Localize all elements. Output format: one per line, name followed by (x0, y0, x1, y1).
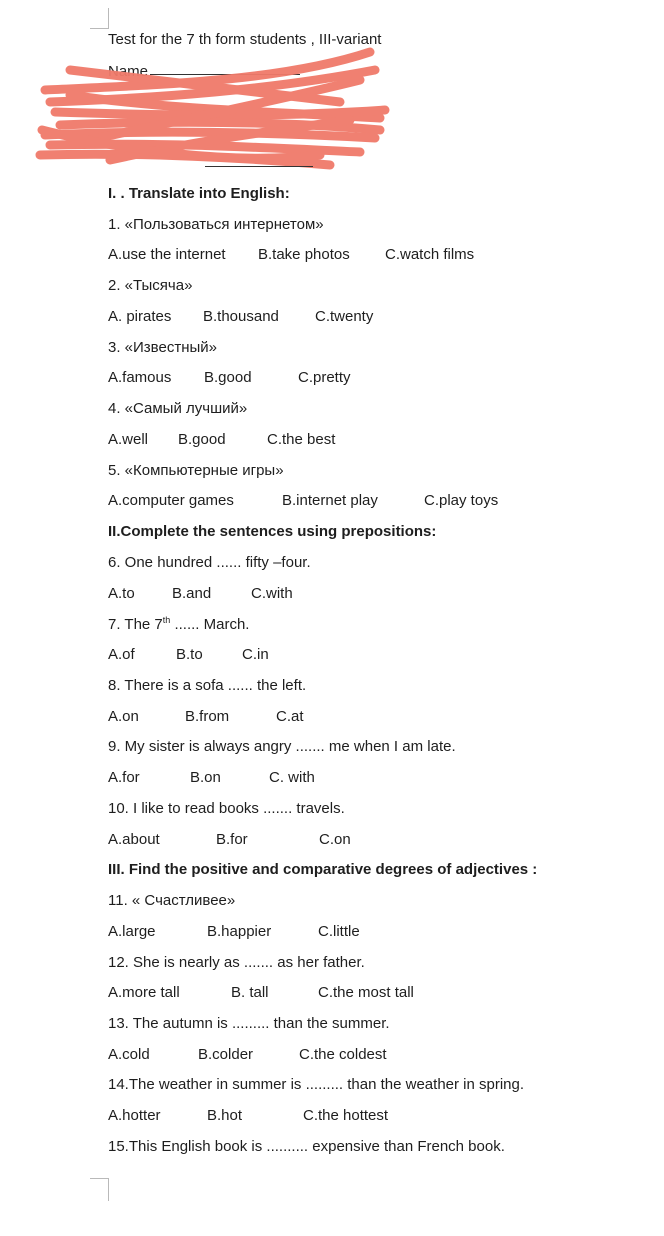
option-b[interactable]: B.and (172, 585, 212, 602)
option-a[interactable]: A.famous (108, 369, 172, 386)
option-c[interactable]: C.the coldest (299, 1046, 387, 1063)
option-b[interactable]: B.from (185, 708, 230, 725)
page-corner-mark-bottom (90, 1178, 109, 1201)
option-b[interactable]: B.to (176, 646, 203, 663)
question-15: 15.This English book is .......... expensive than French book. (108, 1138, 505, 1155)
name-underline-lower (205, 166, 313, 167)
option-c[interactable]: C.the best (267, 431, 336, 448)
option-c[interactable]: C.watch films (385, 246, 475, 263)
question-1: 1. «Пользоваться интернетом» (108, 216, 324, 233)
option-b[interactable]: B.good (178, 431, 226, 448)
redaction-scribble (30, 40, 400, 180)
option-c[interactable]: C.little (318, 923, 360, 940)
option-c[interactable]: C.with (251, 585, 293, 602)
option-a[interactable]: A.about (108, 831, 160, 848)
section-3-heading: III. Find the positive and comparative degrees of adjectives : (108, 861, 538, 878)
option-b[interactable]: B.good (204, 369, 252, 386)
option-c[interactable]: C.twenty (315, 308, 374, 325)
option-a[interactable]: A.of (108, 646, 135, 663)
section-2-heading: II.Complete the sentences using prepositions: (108, 523, 437, 540)
option-a[interactable]: A.well (108, 431, 149, 448)
question-5: 5. «Компьютерные игры» (108, 462, 284, 479)
page-corner-mark (90, 8, 109, 29)
option-a[interactable]: A.large (108, 923, 156, 940)
option-c[interactable]: C.on (319, 831, 351, 848)
option-b[interactable]: B.happier (207, 923, 272, 940)
question-3: 3. «Известный» (108, 339, 217, 356)
option-a[interactable]: A.hotter (108, 1107, 161, 1124)
question-2: 2. «Тысяча» (108, 277, 193, 294)
option-a[interactable]: A.more tall (108, 984, 180, 1001)
option-b[interactable]: B.colder (198, 1046, 254, 1063)
option-a[interactable]: A.to (108, 585, 135, 602)
option-b[interactable]: B.for (216, 831, 248, 848)
option-c[interactable]: C.the hottest (303, 1107, 389, 1124)
name-label: Name (108, 63, 149, 80)
question-7-end: ...... March. (170, 616, 250, 633)
option-b[interactable]: B.hot (207, 1107, 243, 1124)
question-4: 4. «Самый лучший» (108, 400, 248, 417)
option-a[interactable]: A. pirates (108, 308, 172, 325)
option-a[interactable]: A.use the internet (108, 246, 226, 263)
option-a[interactable]: A.for (108, 769, 140, 786)
question-12: 12. She is nearly as ....... as her father. (108, 954, 365, 971)
question-13: 13. The autumn is ......... than the summer. (108, 1015, 390, 1032)
option-b[interactable]: B. tall (231, 984, 269, 1001)
option-a[interactable]: A.cold (108, 1046, 150, 1063)
question-8: 8. There is a sofa ...... the left. (108, 677, 307, 694)
ordinal-suffix: th (162, 615, 171, 625)
option-a[interactable]: A.on (108, 708, 139, 725)
question-7-start: 7. The 7 (108, 616, 163, 633)
option-c[interactable]: C.play toys (424, 492, 499, 509)
test-title: Test for the 7 th form students , III-variant (108, 31, 382, 48)
option-c[interactable]: C.pretty (298, 369, 351, 386)
option-c[interactable]: C.in (242, 646, 269, 663)
option-c[interactable]: C.at (276, 708, 304, 725)
question-9: 9. My sister is always angry ....... me when I am late. (108, 738, 456, 755)
question-14: 14.The weather in summer is ......... than the weather in spring. (108, 1076, 525, 1093)
question-7 (108, 615, 249, 635)
question-11: 11. « Счастливее» (108, 892, 236, 909)
option-b[interactable]: B.take photos (258, 246, 350, 263)
option-a[interactable]: A.computer games (108, 492, 234, 509)
question-10: 10. I like to read books ....... travels. (108, 800, 345, 817)
option-b[interactable]: B.internet play (282, 492, 378, 509)
option-c[interactable]: C. with (269, 769, 315, 786)
question-6: 6. One hundred ...... fifty –four. (108, 554, 311, 571)
section-1-heading: I. . Translate into English: (108, 185, 290, 202)
option-b[interactable]: B.on (190, 769, 221, 786)
option-b[interactable]: B.thousand (203, 308, 279, 325)
option-c[interactable]: C.the most tall (318, 984, 414, 1001)
